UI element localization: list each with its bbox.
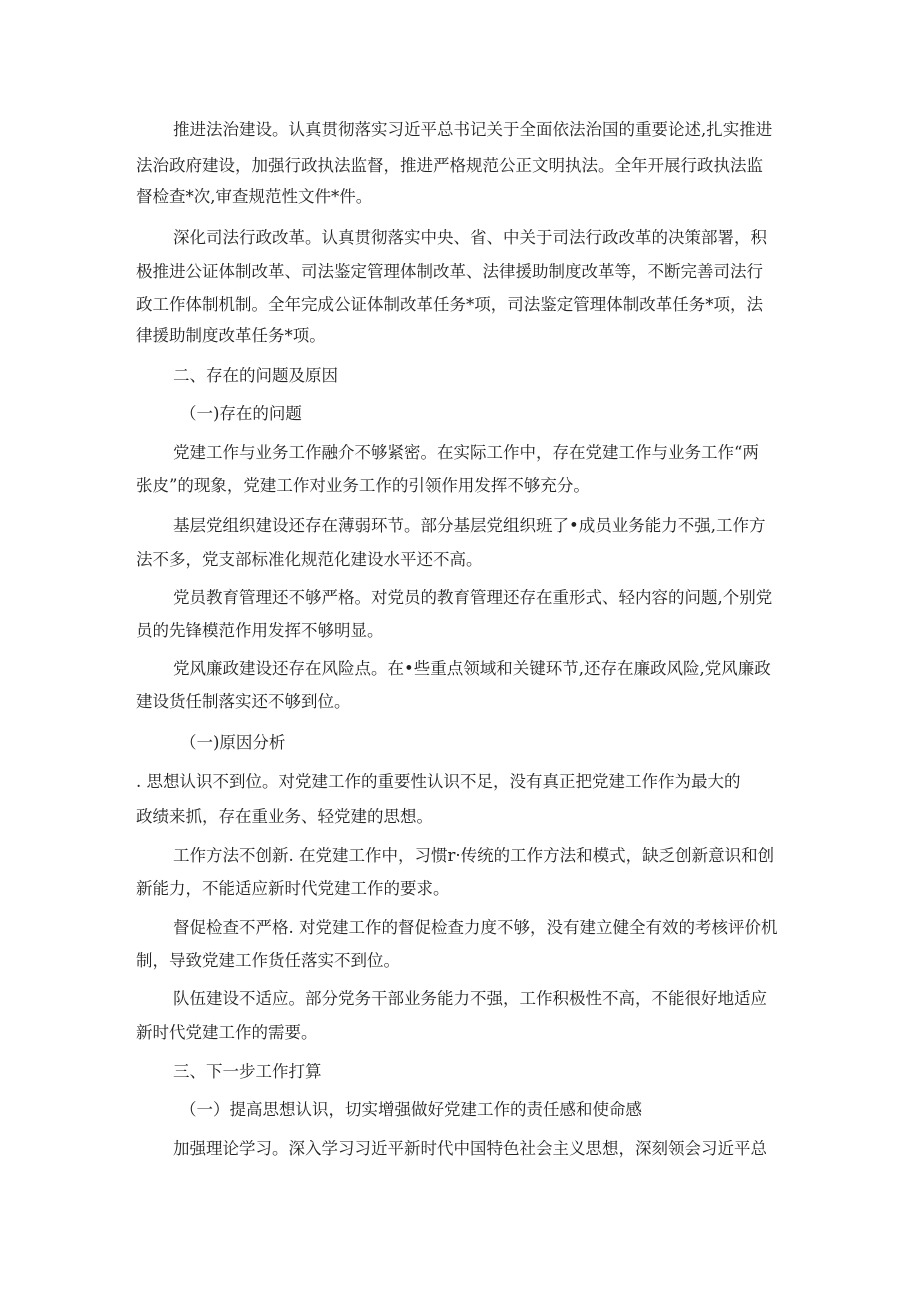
paragraph-line: 员的先锋模范作用发挥不够明显。 xyxy=(136,621,384,640)
paragraph-line: . 思想认识不到位。对党建工作的重要性认识不足，没有真正把党建工作作为最大的 xyxy=(136,772,741,791)
paragraph-line: 法不多，党支部标准化规范化建设水平还不高。 xyxy=(136,550,483,569)
paragraph-line: 党员教育管理还不够严格。对党员的教育管理还存在重形式、轻内容的问题,个别党 xyxy=(173,588,773,607)
paragraph-line: 律援助制度改革任务*项。 xyxy=(136,326,326,345)
paragraph-line: 党风廉政建设还存在风险点。在•些重点领域和关键环节,还存在廉政风险,党风廉政 xyxy=(173,659,771,678)
paragraph-line: 建设货任制落实还不够到位。 xyxy=(136,692,351,711)
paragraph-line: 政绩来抓，存在重业务、轻党建的思想。 xyxy=(136,807,433,826)
paragraph-line: 党建工作与业务工作融介不够紧密。在实际工作中，存在党建工作与业务工作“两 xyxy=(173,443,759,462)
paragraph-line: 新能力，不能适应新时代党建工作的要求。 xyxy=(136,879,450,898)
section-heading: 二、存在的问题及原因 xyxy=(173,366,338,385)
paragraph-line: 督检查*次,审查规范性文件*件。 xyxy=(136,187,373,206)
paragraph-line: 基层党组织建设还存在薄弱环节。部分基层党组织班了•成员业务能力不强,工作方 xyxy=(173,516,766,535)
paragraph-line: 工作方法不创新. 在党建工作中，习惯r·传统的工作方法和模式，缺乏创新意识和创 xyxy=(173,846,775,865)
subsection-heading: （一)存在的问题 xyxy=(180,404,302,423)
subsection-heading: （一)原因分析 xyxy=(180,733,286,752)
subsection-heading: （一）提高思想认识，切实增强做好党建工作的责任感和使命感 xyxy=(180,1100,642,1119)
paragraph-line: 督促检查不严格. 对党建工作的督促检查力度不够，没有建立健全有效的考核评价机 xyxy=(173,918,778,937)
paragraph-line: 制，导致党建工作货任落实不到位。 xyxy=(136,951,400,970)
paragraph-line: 政工作体制机制。全年完成公证体制改革任务*项，司法鉴定管理体制改革任务*项，法 xyxy=(136,295,763,314)
paragraph-line: 极推进公证体制改革、司法鉴定管理体制改革、法律援助制度改革等，不断完善司法行 xyxy=(136,262,763,281)
paragraph-line: 新时代党建工作的需要。 xyxy=(136,1023,318,1042)
paragraph-line: 深化司法行政改革。认真贯彻落实中央、省、中关于司法行政改革的决策部署，积 xyxy=(173,228,767,247)
paragraph-line: 推进法治建设。认真贯彻落实习近平总书记关于全面依法治国的重要论述,扎实推进 xyxy=(173,120,773,139)
paragraph-line: 加强理论学习。深入学习习近平新时代中国特色社会主义思想，深刻领会习近平总 xyxy=(173,1139,767,1158)
paragraph-line: 队伍建设不适应。部分党务干部业务能力不强，工作积极性不高，不能很好地适应 xyxy=(173,989,767,1008)
paragraph-line: 张皮”的现象，党建工作对业务工作的引领作用发挥不够充分。 xyxy=(136,476,590,495)
section-heading: 三、下一步工作打算 xyxy=(173,1062,322,1081)
paragraph-line: 法治政府建设，加强行政执法监督，推进严格规范公正文明执法。全年开展行政执法监 xyxy=(136,156,763,175)
